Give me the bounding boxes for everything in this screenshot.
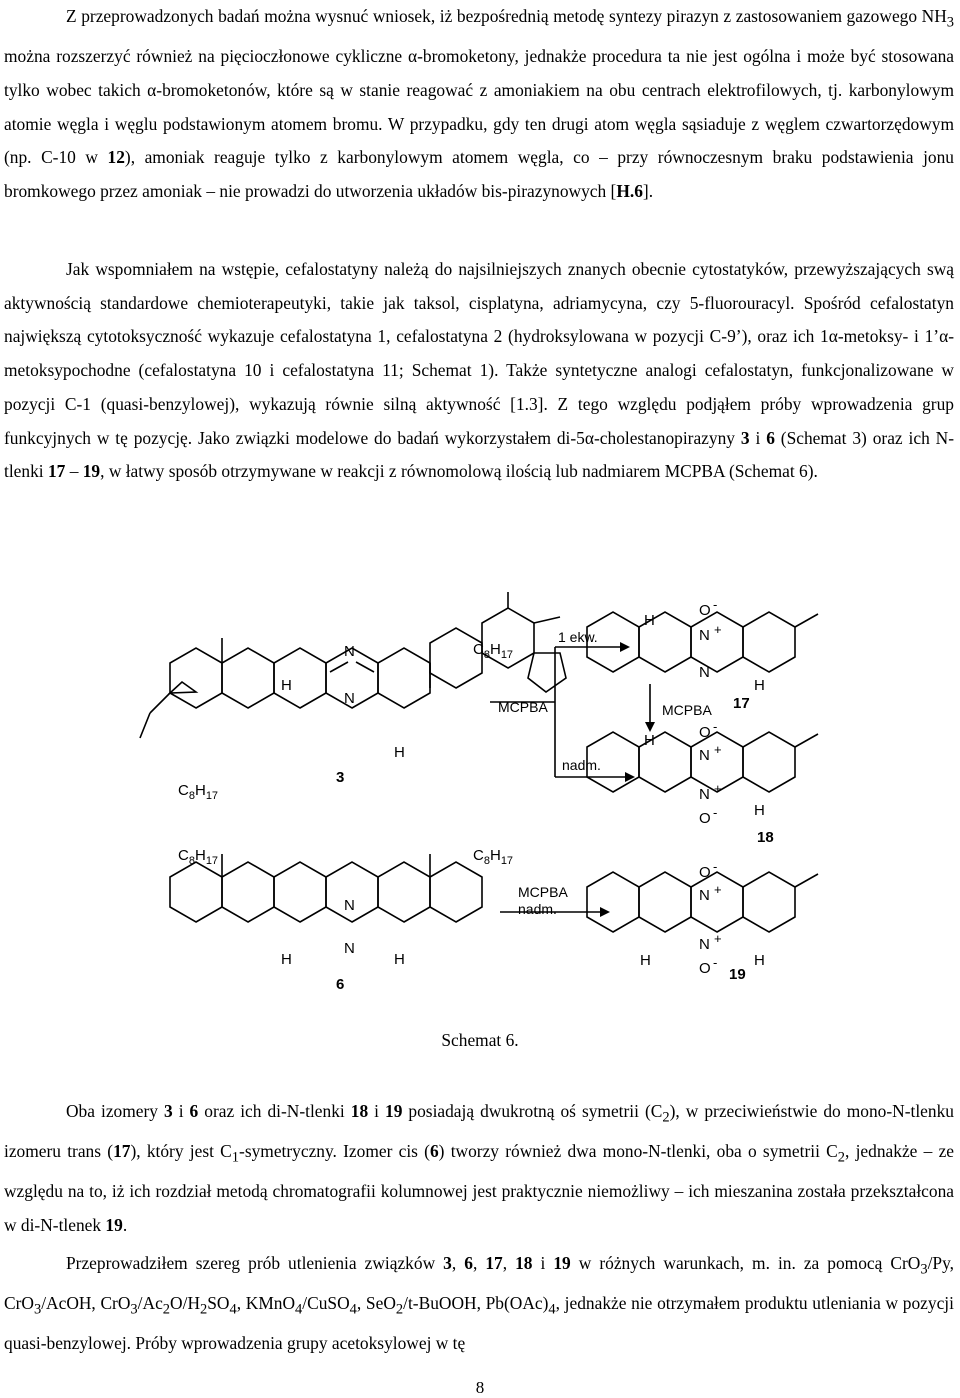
- paragraph-1: Z przeprowadzonych badań można wysnuć wniosek, iż bezpośrednią metodę syntezy pirazyn z zastosowaniem gazowego $NH_3$ można rozszerzyć również na pięcioczłonowe cykliczne α-bromoketony, jednakże procedura ta nie jest ogólna i może być stosowana tylko wobec takich α-bromoketonów, które są w stanie reagować z amoniakiem na obu centrach elektrofilowych, tj. karbonylowym atomie węgla i węglu podstawionym atomem bromu. W przypadku, gdy ten drugi atom węgla sąsiaduje z węglem czwartorzędowym (np. C-10 w 12), amoniak reaguje tylko z karbonylowym atomem węgla, co – przy równoczesnym braku podstawienia jonu bromkowego przez amoniak – nie prowadzi do utworzenia układów bis-pirazynowych [H.6].: [4, 6, 954, 201]
- substituent-c8h17: $C_8H_{17}$: [473, 847, 514, 867]
- charge-minus: -: [713, 719, 718, 734]
- reagent-excess: nadm.: [562, 757, 601, 773]
- scheme-ring: [528, 653, 566, 692]
- scheme-ring: [378, 648, 430, 708]
- atom-h: H: [754, 952, 765, 969]
- charge-plus: +: [714, 882, 722, 897]
- atom-n: N: [699, 786, 710, 803]
- substituent-c8h17: $C_8H_{17}$: [473, 641, 514, 661]
- atom-o: O: [699, 960, 711, 977]
- atom-o: O: [699, 810, 711, 827]
- scheme-ring: [743, 732, 795, 792]
- atom-n: N: [344, 940, 355, 957]
- atom-h: H: [394, 951, 405, 968]
- atom-n: N: [344, 897, 355, 914]
- atom-n: N: [699, 936, 710, 953]
- atom-h: H: [644, 612, 655, 629]
- atom-h: H: [281, 951, 292, 968]
- arrow-head: [645, 722, 655, 732]
- substituent-c8h17: $C_8H_{17}$: [178, 782, 219, 802]
- atom-o: O: [699, 724, 711, 741]
- scheme-ring: [378, 862, 430, 922]
- compound-label-17: 17: [733, 695, 750, 712]
- atom-h: H: [754, 677, 765, 694]
- scheme-ring: [587, 872, 639, 932]
- scheme-ring: [222, 648, 274, 708]
- charge-minus: -: [713, 955, 718, 970]
- reagent-mcpba: MCPBA: [518, 884, 568, 900]
- substituent-c8h17: $C_8H_{17}$: [178, 847, 219, 867]
- compound-label-18: 18: [757, 829, 774, 846]
- pyrazine-ring: [274, 862, 326, 922]
- paragraph-3: Oba izomery 3 i 6 oraz ich di-N-tlenki 18 i 19 posiadają dwukrotną oś symetrii $(C_2)$, w przeciwieństwie do mono-N-tlenku izomeru trans (17), który jest $C_1$-symetryczny. Izomer cis (6) tworzy również dwa mono-N-tlenki, oba o symetrii $C_2$, jednakże – ze względu na to, iż ich rozdział metodą chromatografii kolumnowej jest praktycznie niemożliwy – ich mieszanina została przekształcona w di-N-tlenek 19.: [4, 1101, 955, 1236]
- compound-label-19: 19: [729, 966, 746, 983]
- scheme-ring: [430, 628, 482, 688]
- charge-plus: +: [714, 781, 722, 796]
- atom-n: N: [344, 643, 355, 660]
- paragraph-4: Przeprowadziłem szereg prób utlenienia związków 3, 6, 17, 18 i 19 w różnych warunkach, m. in. za pomocą CrO$_3$/Py, CrO$_3$/AcOH, $CrO_3/Ac_2O/H_2SO_4$, KMnO$_4$/CuSO$_4$, SeO$_2$/t-BuOOH, $Pb(OAc)_4$, jednakże nie otrzymałem produktu utleniania w pozycji quasi-benzylowej. Próby wprowadzenia grupy acetoksylowej w tę: [4, 1253, 954, 1354]
- charge-minus: -: [713, 859, 718, 874]
- reaction-scheme: [0, 592, 960, 1012]
- scheme-ring: [639, 872, 691, 932]
- atom-n: N: [699, 887, 710, 904]
- compound-label-6: 6: [336, 976, 345, 993]
- page-number: 8: [475, 1378, 485, 1397]
- atom-n: N: [699, 747, 710, 764]
- scheme-ring: [222, 862, 274, 922]
- atom-h: H: [640, 952, 651, 969]
- atom-n: N: [344, 690, 355, 707]
- scheme-caption: Schemat 6.: [441, 1030, 519, 1050]
- charge-plus: +: [714, 931, 722, 946]
- atom-n: N: [699, 664, 710, 681]
- charge-minus: -: [713, 805, 718, 820]
- scheme-ring: [743, 872, 795, 932]
- reagent-mcpba: MCPBA: [662, 702, 712, 718]
- scheme-ring: [743, 612, 795, 672]
- atom-h: H: [281, 677, 292, 694]
- charge-plus: +: [714, 622, 722, 637]
- charge-minus: -: [713, 597, 718, 612]
- arrow-head: [620, 642, 630, 652]
- atom-o: O: [699, 864, 711, 881]
- reagent-excess: nadm.: [518, 901, 557, 917]
- scheme-ring: [170, 682, 196, 693]
- atom-h: H: [644, 732, 655, 749]
- paragraph-2: Jak wspomniałem na wstępie, cefalostatyny należą do najsilniejszych znanych obecnie cytostatyków, przewyższających swą aktywnością standardowe chemioterapeutyki, takie jak taksol, cisplatyna, adriamycyna, czy 5-fluorouracyl. Spośród cefalostatyn największą cytotoksyczność wykazuje cefalostatyna 1, cefalostatyna 2 (hydroksylowana w pozycji C-9’), oraz ich 1α-metoksy- i 1’α-metoksypochodne (cefalostatyna 10 i cefalostatyna 11; Schemat 1). Także syntetyczne analogi cefalostatyn, funkcjonalizowane w pozycji C-1 (quasi-benzylowej), wykazują równie silną aktywność [1.3]. Z tego względu podjąłem próby wprowadzenia grup funkcyjnych w tę pozycję. Jako związki modelowe do badań wykorzystałem di-5α-cholestanopirazyny 3 i 6 (Schemat 3) oraz ich N-tlenki 17 – 19, w łatwy sposób otrzymywane w reakcji z równomolową ilością lub nadmiarem MCPBA (Schemat 6).: [4, 259, 954, 482]
- scheme-ring: [170, 648, 222, 708]
- reagent-one-equivalent: 1 ekw.: [558, 629, 598, 645]
- atom-n: N: [699, 627, 710, 644]
- atom-o: O: [699, 602, 711, 619]
- arrow-head: [600, 907, 610, 917]
- compound-label-3: 3: [336, 769, 345, 786]
- scheme-ring: [430, 862, 482, 922]
- charge-plus: +: [714, 742, 722, 757]
- atom-h: H: [754, 802, 765, 819]
- scheme-ring: [170, 862, 222, 922]
- reagent-mcpba: MCPBA: [498, 699, 548, 715]
- atom-h: H: [394, 744, 405, 761]
